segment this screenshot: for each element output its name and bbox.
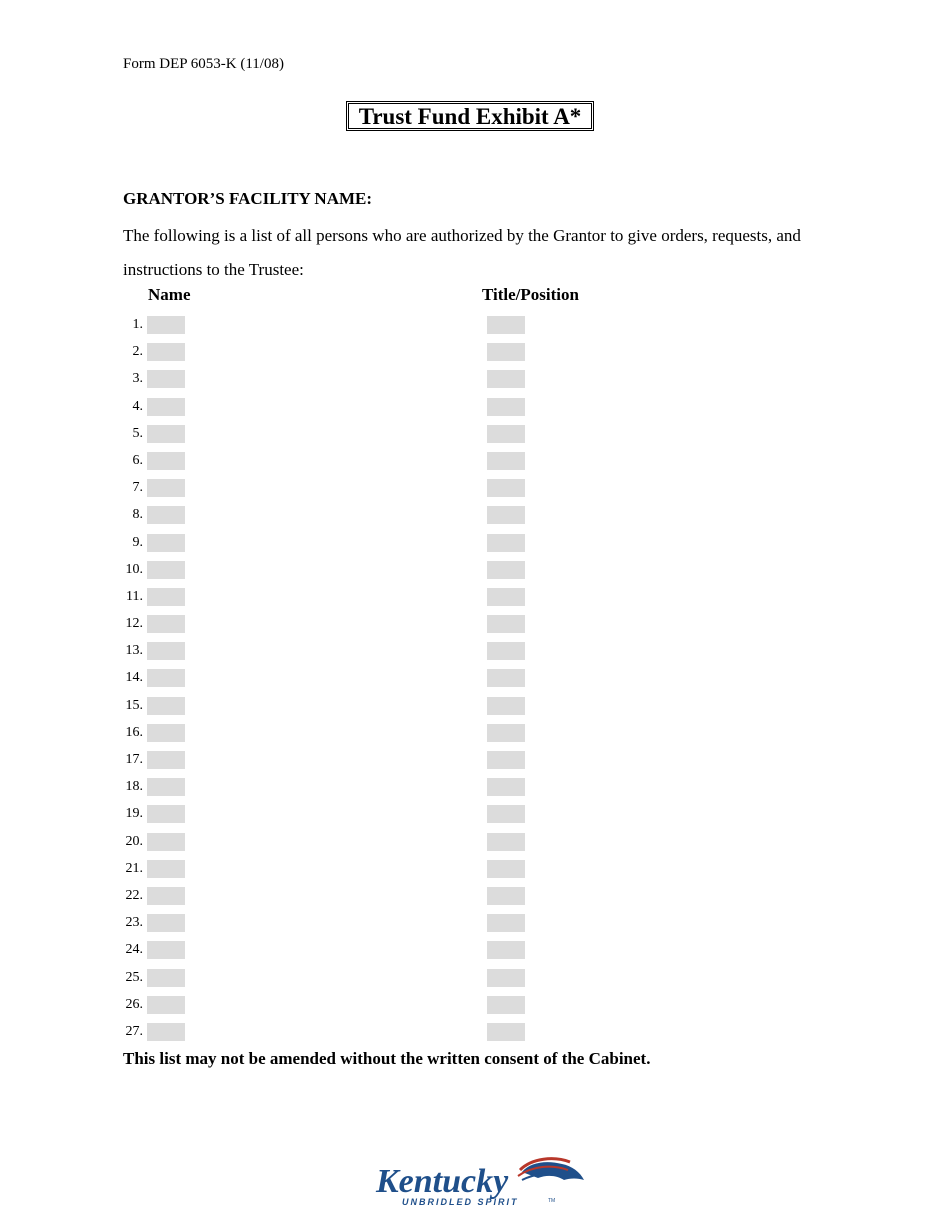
title-position-field[interactable] xyxy=(487,941,525,959)
list-item xyxy=(0,723,950,750)
title-position-field[interactable] xyxy=(487,452,525,470)
page-title-box xyxy=(346,101,594,131)
row-number: 1. xyxy=(132,317,143,332)
row-number: 27. xyxy=(125,1023,143,1039)
name-field[interactable] xyxy=(147,941,185,959)
title-position-field[interactable] xyxy=(487,805,525,823)
list-item xyxy=(0,696,950,723)
logo-tagline: UNBRIDLED SPIRIT xyxy=(402,1197,519,1207)
list-item xyxy=(0,369,950,396)
row-number: 22. xyxy=(125,887,143,903)
name-field[interactable] xyxy=(147,561,185,579)
title-position-field[interactable] xyxy=(487,887,525,905)
row-number: 10. xyxy=(125,561,143,577)
row-number: 3. xyxy=(132,371,143,387)
list-item xyxy=(0,342,950,369)
title-position-field[interactable] xyxy=(487,778,525,796)
title-position-field[interactable] xyxy=(487,860,525,878)
name-field[interactable] xyxy=(147,996,185,1014)
name-field[interactable] xyxy=(147,805,185,823)
list-item xyxy=(0,886,950,913)
list-item xyxy=(0,777,950,804)
list-item xyxy=(0,614,950,641)
name-field[interactable] xyxy=(147,833,185,851)
name-field[interactable] xyxy=(147,588,185,606)
name-field[interactable] xyxy=(147,724,185,742)
list-item xyxy=(0,478,950,505)
name-field[interactable] xyxy=(147,642,185,660)
title-position-field[interactable] xyxy=(487,642,525,660)
row-number: 11. xyxy=(126,588,143,604)
row-number: 23. xyxy=(125,915,143,931)
title-position-field[interactable] xyxy=(487,506,525,524)
name-field[interactable] xyxy=(147,370,185,388)
row-number: 5. xyxy=(132,425,143,441)
title-position-field[interactable] xyxy=(487,316,525,334)
page-title: Trust Fund Exhibit A* xyxy=(348,103,592,129)
name-field[interactable] xyxy=(147,969,185,987)
name-field[interactable] xyxy=(147,425,185,443)
facility-name-heading: GRANTOR’S FACILITY NAME: xyxy=(123,189,373,208)
row-number: 15. xyxy=(125,697,143,713)
title-position-field[interactable] xyxy=(487,833,525,851)
list-item xyxy=(0,397,950,424)
row-number: 21. xyxy=(125,860,143,876)
list-item xyxy=(0,505,950,532)
name-field[interactable] xyxy=(147,615,185,633)
row-number: 13. xyxy=(125,643,143,659)
name-field[interactable] xyxy=(147,343,185,361)
list-item xyxy=(0,587,950,614)
title-position-field[interactable] xyxy=(487,996,525,1014)
list-item xyxy=(0,641,950,668)
title-position-field[interactable] xyxy=(487,1023,525,1041)
intro-text: The following is a list of all persons who are authorized by the Grantor to give orders, requests, and instructions to the Trustee: xyxy=(123,226,801,279)
title-position-field[interactable] xyxy=(487,561,525,579)
row-number: 12. xyxy=(125,616,143,632)
title-position-field[interactable] xyxy=(487,669,525,687)
row-number: 20. xyxy=(125,833,143,849)
row-number: 17. xyxy=(125,752,143,767)
column-header-title: Title/Position xyxy=(482,285,579,304)
title-position-field[interactable] xyxy=(487,969,525,987)
name-field[interactable] xyxy=(147,1023,185,1041)
name-field[interactable] xyxy=(147,697,185,715)
row-number: 7. xyxy=(132,480,143,496)
name-field[interactable] xyxy=(147,534,185,552)
title-position-field[interactable] xyxy=(487,425,525,443)
logo-wordmark: Kentucky xyxy=(376,1163,509,1200)
list-item xyxy=(0,533,950,560)
title-position-field[interactable] xyxy=(487,534,525,552)
row-number: 4. xyxy=(132,398,143,414)
list-item xyxy=(0,424,950,451)
row-number: 14. xyxy=(125,670,143,686)
row-number: 6. xyxy=(132,452,143,468)
title-position-field[interactable] xyxy=(487,914,525,932)
row-number: 19. xyxy=(125,806,143,822)
row-number: 2. xyxy=(132,344,143,360)
title-position-field[interactable] xyxy=(487,370,525,388)
row-number: 25. xyxy=(125,969,143,985)
list-item xyxy=(0,804,950,831)
title-position-field[interactable] xyxy=(487,751,525,769)
list-item xyxy=(0,1022,950,1049)
name-field[interactable] xyxy=(147,398,185,416)
title-position-field[interactable] xyxy=(487,697,525,715)
list-item xyxy=(0,995,950,1022)
row-number: 8. xyxy=(132,507,143,523)
name-field[interactable] xyxy=(147,860,185,878)
name-field[interactable] xyxy=(147,751,185,769)
list-item xyxy=(0,968,950,995)
list-item xyxy=(0,859,950,886)
name-field[interactable] xyxy=(147,479,185,497)
title-position-field[interactable] xyxy=(487,479,525,497)
column-header-name: Name xyxy=(148,285,191,304)
title-position-field[interactable] xyxy=(487,615,525,633)
form-id: Form DEP 6053-K (11/08) xyxy=(123,56,284,72)
row-number: 24. xyxy=(125,942,143,958)
kentucky-logo xyxy=(372,1152,592,1208)
name-field[interactable] xyxy=(147,778,185,796)
name-field[interactable] xyxy=(147,506,185,524)
list-item xyxy=(0,913,950,940)
title-position-field[interactable] xyxy=(487,724,525,742)
list-item xyxy=(0,750,950,777)
title-position-field[interactable] xyxy=(487,398,525,416)
row-number: 9. xyxy=(132,534,143,550)
name-field[interactable] xyxy=(147,452,185,470)
list-item xyxy=(0,451,950,478)
name-field[interactable] xyxy=(147,914,185,932)
title-position-field[interactable] xyxy=(487,343,525,361)
row-number: 16. xyxy=(125,724,143,740)
horse-head-icon xyxy=(518,1159,584,1180)
name-field[interactable] xyxy=(147,316,185,334)
row-number: 18. xyxy=(125,779,143,795)
logo-trademark: TM xyxy=(548,1198,556,1204)
list-item xyxy=(0,560,950,587)
list-item xyxy=(0,940,950,967)
amendment-note: This list may not be amended without the written consent of the Cabinet. xyxy=(123,1049,651,1068)
list-item xyxy=(0,315,950,342)
name-field[interactable] xyxy=(147,887,185,905)
authorized-persons-list xyxy=(0,315,950,1049)
row-number: 26. xyxy=(125,996,143,1012)
title-position-field[interactable] xyxy=(487,588,525,606)
name-field[interactable] xyxy=(147,669,185,687)
list-item xyxy=(0,668,950,695)
list-item xyxy=(0,832,950,859)
